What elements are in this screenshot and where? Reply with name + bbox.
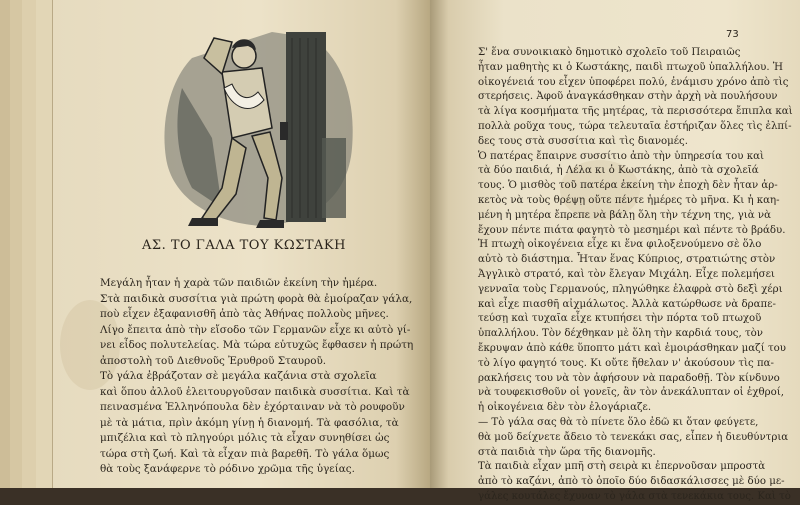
text-line: τώρα στὴ ζωή. Καὶ τὰ εἶχαν πιὰ βαρεθῆ. Τὸ γάλα ὅμως [100, 447, 390, 460]
text-line: οἰκογένειά του εἶχεν ὑποφέρει πολύ, ἐνάμισυ χρόνο ἀπὸ τὶς [478, 76, 789, 88]
text-line: καὶ ὅπου ἀλλοῦ ἐλειτουργοῦσαν παιδικὰ συσσίτια. Καὶ τὰ [100, 385, 410, 398]
text-line: Στὰ παιδικὰ συσσίτια γιὰ πρώτη φορὰ θὰ ἐμοίραζαν γάλα, [100, 292, 413, 305]
text-line: πολλὰ ροῦχα τους, τώρα τελευταῖα ἐστήριζαν ὅλες τὶς ἐλπί- [478, 120, 792, 132]
text-line: μένη ἡ μητέρα ἔπρεπε νὰ βάλῃ ὅλη τὴν τέχνη της, γιὰ νὰ [478, 209, 771, 221]
text-line: τὰ λίγα κοσμήματα τῆς μητέρας, τὰ περισσότερα ἔπιπλα καὶ [478, 106, 793, 118]
text-line: στὰ παιδιὰ τὴν ὥρα τῆς διανομῆς. [478, 446, 656, 458]
text-line: — Τὸ γάλα σας θὰ τὸ πίνετε ὅλο ἐδῶ κι ὅταν φεύγετε, [478, 416, 759, 428]
text-line: τὰ δύο παιδιά, ἡ Λέλα κι ὁ Κωστάκης, ἀπὸ τὰ σχολεῖά [478, 165, 759, 177]
text-line: μπιζέλια καὶ τὸ πληγούρι μόλις τὰ εἶχαν συνηθίσει ὡς [100, 432, 390, 444]
chapter-title: ΑΣ. ΤΟ ΓΑΛΑ ΤΟΥ ΚΩΣΤΑΚΗ [142, 238, 346, 253]
text-line: γάλες κουτάλες ἔχυναν τὸ γάλα στὰ τενεκάκια τους. Καὶ τὸ [478, 490, 791, 502]
text-line: καὶ εἶχε πιασθῆ αἰχμάλωτος. Ἀλλὰ κατώρθωσε νὰ δραπε- [478, 298, 776, 310]
text-line: ἀποστολὴ τοῦ Διεθνοῦς Ἐρυθροῦ Σταυροῦ. [100, 354, 327, 367]
text-line: ἀπὸ τὸ καζάνι, ἀπὸ τὸ ὁποῖο δύο διδασκάλισσες μὲ δύο με- [478, 476, 785, 488]
page-edge [36, 0, 53, 488]
text-line: κετὸς νὰ τοὺς θρέψῃ οὔτε πέντε ἡμέρες τὸ μῆνα. Κι ἡ καη- [478, 194, 780, 206]
text-line: Ἀγγλικὸ στρατό, καὶ τὸν ἔλεγαν Μιχάλη. Εἶχε πολεμήσει [478, 268, 775, 280]
text-line: Ἡ πτωχὴ οἰκογένεια εἶχε κι ἕνα φιλοξενούμενο σὲ ὅλο [478, 239, 762, 251]
text-line: αὐτὸ τὸ διάστημα. Ἦταν ἕνας Κύπριος, στρατιώτης στὸν [478, 254, 776, 266]
text-line: θὰ τοὺς ξανάφερνε τὸ ρόδινο χρῶμα τῆς ὑγείας. [100, 463, 355, 475]
text-line: Λίγο ἔπειτα ἀπὸ τὴν εἴσοδο τῶν Γερμανῶν εἶχε κι αὐτὸ γί- [100, 323, 411, 336]
text-line: ἡ οἰκογένεια δὲν τὸν ἐλογάριαζε. [478, 402, 652, 414]
text-line: ὑπαλλήλου. Τὸν δέχθηκαν μὲ ὅλη τὴν καρδιά τους, τὸν [478, 328, 763, 340]
text-line: πεινασμένα Ἑλληνόπουλα δὲν ἐχόρταιναν νὰ τὸ ρουφοῦν [100, 401, 405, 413]
page-edge [22, 0, 37, 488]
text-line: Ὁ πατέρας ἔπαιρνε συσσίτιο ἀπὸ τὴν ὑπηρεσία του καὶ [478, 150, 764, 162]
text-line: τεύσῃ καὶ τυχαῖα εἶχε κτυπήσει τὴν πόρτα τοῦ πτωχοῦ [478, 313, 762, 325]
text-line: δες τους στὰ συσσίτια καὶ τὶς διανομές. [478, 135, 688, 147]
text-line: ἔκρυψαν ἀπὸ κάθε ὕποπτο μάτι καὶ ἐμοιράσθηκαν μαζί του [478, 342, 786, 354]
text-line: Σ' ἕνα συνοικιακὸ δημοτικὸ σχολεῖο τοῦ Πειραιῶς [478, 47, 741, 58]
text-line: Τὰ παιδιὰ εἶχαν μπῆ στὴ σειρὰ κι ἐπερνοῦσαν μπροστὰ [478, 461, 766, 473]
text-line: τους. Ὁ μισθὸς τοῦ πατέρα ἐκείνη τὴν ἐποχὴ δὲν ἦταν ἀρ- [478, 180, 778, 192]
page-number: 73 [726, 29, 739, 40]
text-line: τὸ λίγο φαγητό τους. Κι οὔτε ἤθελαν ν' ἀκούσουν τὶς πα- [478, 357, 774, 369]
text-line: νὰ τουφεκισθοῦν οἱ γονεῖς, ἂν τὸν ἀνεκάλυπταν οἱ ἐχθροί, [478, 387, 785, 399]
text-line: ρακλήσεις του νὰ τὸν ἀφήσουν νὰ παραδοθῇ. Τὸν κίνδυνο [478, 372, 780, 384]
text-line: ἦταν μαθητὴς κι ὁ Κωστάκης, παιδὶ πτωχοῦ ὑπαλλήλου. Ἡ [478, 61, 783, 73]
text-line: μὲ τὰ μάτια, πρὶν ἀκόμη γίνῃ ἡ διανομή. Τὰ φασόλια, τὰ [100, 416, 399, 429]
page-edges [0, 0, 58, 488]
text-line: νει εἶδος πολυτελείας. Μὰ τώρα εὐτυχῶς ἔφθασεν ἡ πρώτη [100, 339, 414, 351]
text-line: Μεγάλη ἦταν ἡ χαρὰ τῶν παιδιῶν ἐκείνη τὴν ἡμέρα. [100, 277, 378, 289]
text-line: ποὺ εἶχεν ἐξαφανισθῆ ἀπὸ τὰς Ἀθήνας πολλοὺς μῆνες. [100, 308, 389, 320]
text-line: Τὸ γάλα ἐβράζοταν σὲ μεγάλα καζάνια στὰ σχολεῖα [100, 370, 377, 382]
text-line: θὰ μοῦ δείχνετε ἄδειο τὸ τενεκάκι σας, εἶπεν ἡ διευθύντρια [478, 431, 789, 443]
text-line: στερήσεις. Ἀφοῦ ἀναγκάσθηκαν στὴν ἀρχὴ νὰ πουλήσουν [478, 91, 778, 103]
right-page [430, 0, 800, 502]
text-line: ἔχουν πέντε πιάτα φαγητὸ τὸ μεσημέρι καὶ πέντε τὸ βράδυ. [478, 224, 786, 236]
right-body-text [478, 46, 793, 505]
left-body-text [100, 276, 414, 478]
text-line: γενναῖα τοὺς Γερμανούς, πληγώθηκε ἐλαφρὰ στὸ δεξὶ χέρι [478, 283, 783, 295]
soldier-illustration [152, 18, 356, 230]
